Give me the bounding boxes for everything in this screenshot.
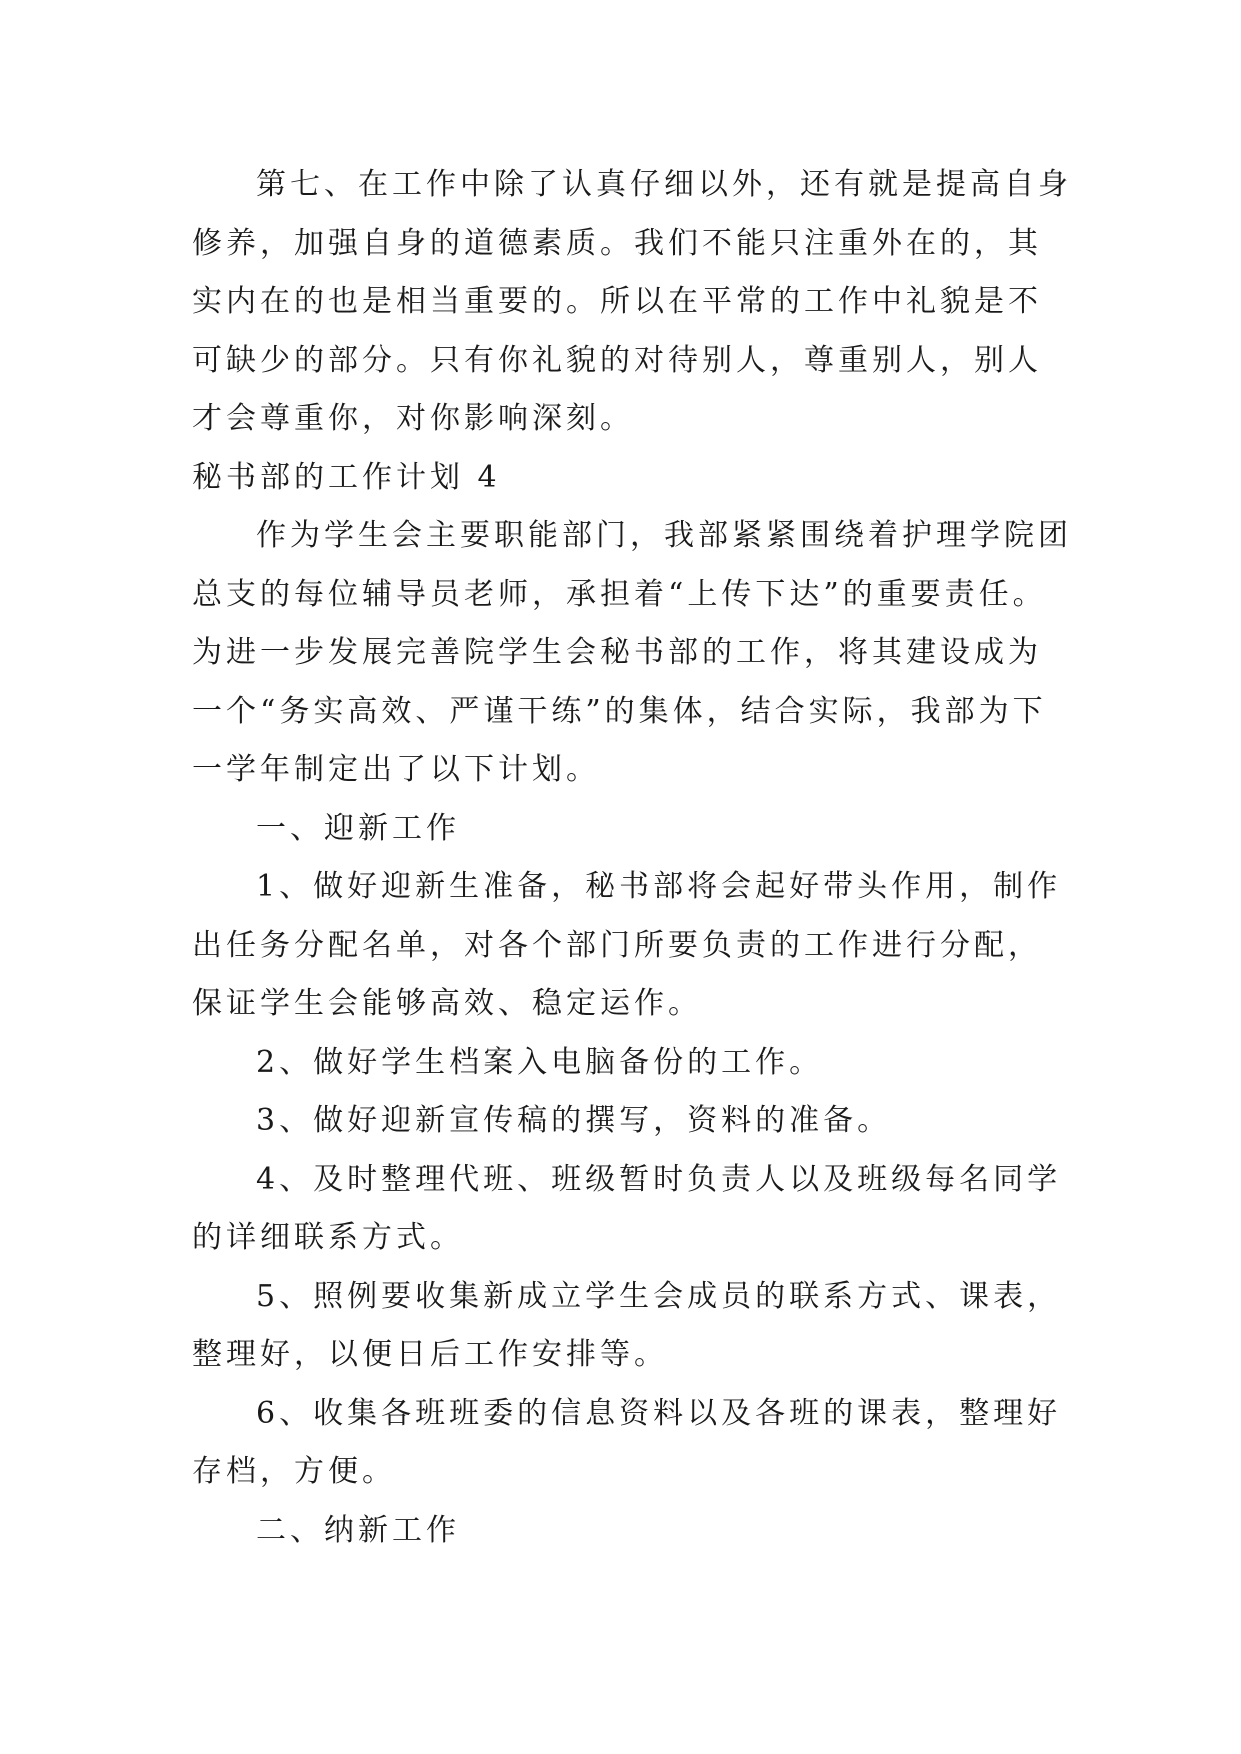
list-item-1: 1、做好迎新生准备，秘书部将会起好带头作用，制作出任务分配名单，对各个部门所要负责的工作进行分配，保证学生会能够高效、稳定运作。 <box>192 869 1062 1021</box>
list-item-6: 6、收集各班班委的信息资料以及各班的课表，整理好存档，方便。 <box>192 1395 1062 1489</box>
list-item-5: 5、照例要收集新成立学生会成员的联系方式、课表，整理好，以便日后工作安排等。 <box>192 1278 1062 1372</box>
list-item-3: 3、做好迎新宣传稿的撰写，资料的准备。 <box>256 1103 892 1138</box>
list-item-4: 4、及时整理代班、班级暂时负责人以及班级每名同学的详细联系方式。 <box>192 1161 1062 1255</box>
document-body <box>192 156 1072 1560</box>
paragraph-intro: 作为学生会主要职能部门，我部紧紧围绕着护理学院团总支的每位辅导员老师，承担着“上传下达”的重要责任。为进一步发展完善院学生会秘书部的工作，将其建设成为一个“务实高效、严谨干练”的集体，结合实际，我部为下一学年制定出了以下计划。 <box>192 518 1072 787</box>
section-title: 秘书部的工作计划 4 <box>192 459 501 495</box>
list-item-2: 2、做好学生档案入电脑备份的工作。 <box>256 1044 824 1080</box>
heading-orientation-work: 一、迎新工作 <box>256 810 460 846</box>
heading-recruitment-work: 二、纳新工作 <box>256 1512 460 1548</box>
paragraph-courtesy: 第七、在工作中除了认真仔细以外，还有就是提高自身修养，加强自身的道德素质。我们不能只注重外在的，其实内在的也是相当重要的。所以在平常的工作中礼貌是不可缺少的部分。只有你礼貌的对待别人，尊重别人，别人才会尊重你，对你影响深刻。 <box>192 167 1072 436</box>
